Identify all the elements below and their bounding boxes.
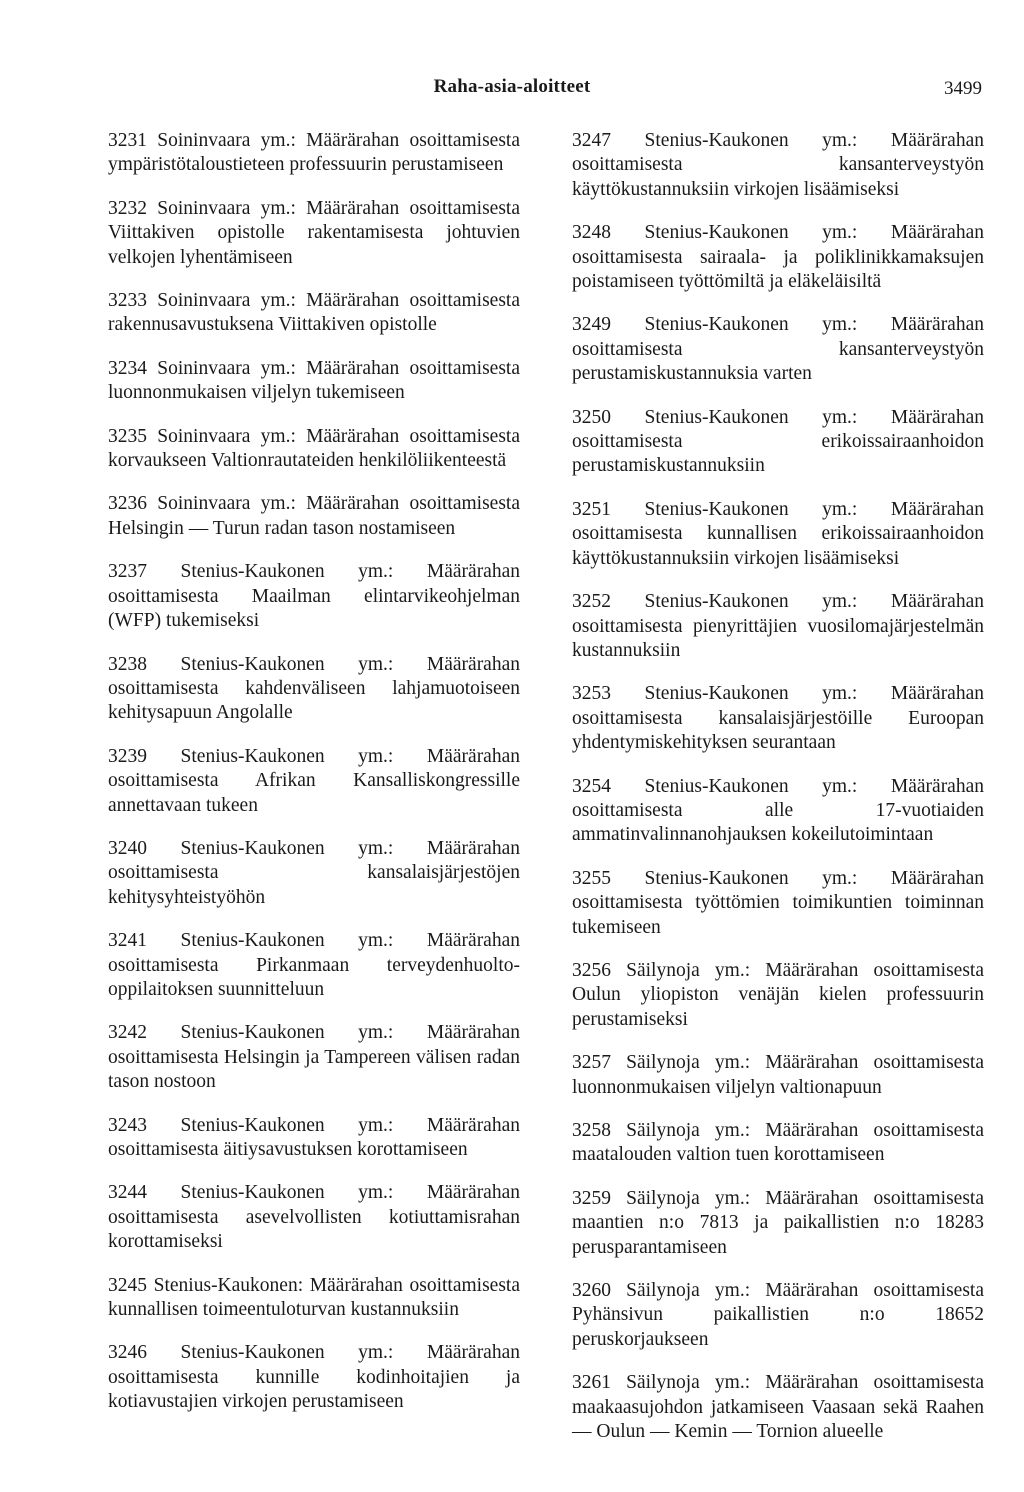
- entry-3233: 3233 Soininvaara ym.: Määrärahan osoittamisesta rakennusavustuksena Viittakiven opistolle: [108, 290, 520, 336]
- entry-3252: 3252 Stenius-Kaukonen ym.: Määrärahan osoittamisesta pienyrittäjien vuosilomajärjestelmän kustannuksiin: [572, 591, 984, 661]
- entry-3257: 3257 Säilynoja ym.: Määrärahan osoittamisesta luonnonmukaisen viljelyn valtionapuun: [572, 1052, 984, 1098]
- entry-3255: 3255 Stenius-Kaukonen ym.: Määrärahan osoittamisesta työttömien toimikuntien toiminnan tukemiseen: [572, 867, 984, 938]
- entry-3244: 3244 Stenius-Kaukonen ym.: Määrärahan osoittamisesta asevelvollisten kotiuttamisrahan korottamiseksi: [108, 1182, 520, 1253]
- entry-3253: 3253 Stenius-Kaukonen ym.: Määrärahan osoittamisesta kansalaisjärjestöille Euroopan yhdentymiskehityksen seurantaan: [572, 683, 984, 754]
- entry-3231: 3231 Soininvaara ym.: Määrärahan osoittamisesta ympäristötaloustieteen professuurin perustamiseen: [108, 130, 520, 176]
- entry-3235: 3235 Soininvaara ym.: Määrärahan osoittamisesta korvaukseen Valtionrautateiden henkilöliikenteestä: [108, 425, 520, 472]
- entry-3237: 3237 Stenius-Kaukonen ym.: Määrärahan osoittamisesta Maailman elintarvikeohjelman (WFP) tukemiseksi: [108, 561, 520, 632]
- entry-3239: 3239 Stenius-Kaukonen ym.: Määrärahan osoittamisesta Afrikan Kansalliskongressille annettavaan tukeen: [108, 745, 520, 816]
- entry-3251: 3251 Stenius-Kaukonen ym.: Määrärahan osoittamisesta kunnallisen erikoissairaanhoidon käyttökustannuksiin virkojen lisäämiseksi: [572, 498, 984, 569]
- entry-3234: 3234 Soininvaara ym.: Määrärahan osoittamisesta luonnonmukaisen viljelyn tukemiseen: [108, 357, 520, 404]
- entry-3232: 3232 Soininvaara ym.: Määrärahan osoittamisesta Viittakiven opistolle rakentamisesta johtuvien velkojen lyhentämiseen: [108, 197, 520, 268]
- entry-3236: 3236 Soininvaara ym.: Määrärahan osoittamisesta Helsingin — Turun radan tason nostamiseen: [108, 493, 520, 539]
- page-number: 3499: [944, 78, 982, 99]
- entry-3242: 3242 Stenius-Kaukonen ym.: Määrärahan osoittamisesta Helsingin ja Tampereen välisen radan tason nostoon: [108, 1022, 520, 1093]
- running-header-title: Raha-asia-aloitteet: [433, 76, 591, 97]
- entry-3249: 3249 Stenius-Kaukonen ym.: Määrärahan osoittamisesta kansanterveystyön perustamiskustannuksia varten: [572, 314, 984, 385]
- entry-3247: 3247 Stenius-Kaukonen ym.: Määrärahan osoittamisesta kansanterveystyön käyttökustannuksiin virkojen lisäämiseksi: [572, 130, 984, 200]
- left-column: [108, 129, 520, 1434]
- entry-3254: 3254 Stenius-Kaukonen ym.: Määrärahan osoittamisesta alle 17-vuotiaiden ammatinvalinnanohjauksen kokeilutoimintaan: [572, 775, 984, 846]
- entry-3250: 3250 Stenius-Kaukonen ym.: Määrärahan osoittamisesta erikoissairaanhoidon perustamiskustannuksiin: [572, 406, 984, 477]
- entry-3260: 3260 Säilynoja ym.: Määrärahan osoittamisesta Pyhänsivun paikallistien n:o 18652 peruskorjaukseen: [572, 1280, 984, 1350]
- entry-3246: 3246 Stenius-Kaukonen ym.: Määrärahan osoittamisesta kunnille kodinhoitajien ja kotiavustajien virkojen perustamiseen: [108, 1342, 520, 1413]
- entry-3261: 3261 Säilynoja ym.: Määrärahan osoittamisesta maakaasujohdon jatkamiseen Vaasaan sekä Raahen — Oulun — Kemin — Tornion alueelle: [572, 1372, 984, 1443]
- entry-3243: 3243 Stenius-Kaukonen ym.: Määrärahan osoittamisesta äitiysavustuksen korottamiseen: [108, 1114, 520, 1160]
- entry-3258: 3258 Säilynoja ym.: Määrärahan osoittamisesta maatalouden valtion tuen korottamiseen: [572, 1120, 984, 1166]
- entry-3245: 3245 Stenius-Kaukonen: Määrärahan osoittamisesta kunnallisen toimeentuloturvan kustannuksiin: [108, 1274, 520, 1321]
- entry-3248: 3248 Stenius-Kaukonen ym.: Määrärahan osoittamisesta sairaala- ja poliklinikkamaksujen poistamiseen työttömiltä ja eläkeläisiltä: [572, 222, 984, 293]
- right-column: [572, 129, 984, 1463]
- entry-3240: 3240 Stenius-Kaukonen ym.: Määrärahan osoittamisesta kansalaisjärjestöjen kehitysyhteistyöhön: [108, 837, 520, 908]
- entry-3259: 3259 Säilynoja ym.: Määrärahan osoittamisesta maantien n:o 7813 ja paikallistien n:o 18283 perusparantamiseen: [572, 1187, 984, 1258]
- entry-3238: 3238 Stenius-Kaukonen ym.: Määrärahan osoittamisesta kahdenväliseen lahjamuotoiseen kehitysapuun Angolalle: [108, 653, 520, 724]
- entry-3241: 3241 Stenius-Kaukonen ym.: Määrärahan osoittamisesta Pirkanmaan terveydenhuolto-oppilaitoksen suunnitteluun: [108, 930, 520, 1000]
- entry-3256: 3256 Säilynoja ym.: Määrärahan osoittamisesta Oulun yliopiston venäjän kielen professuurin perustamiseksi: [572, 959, 984, 1030]
